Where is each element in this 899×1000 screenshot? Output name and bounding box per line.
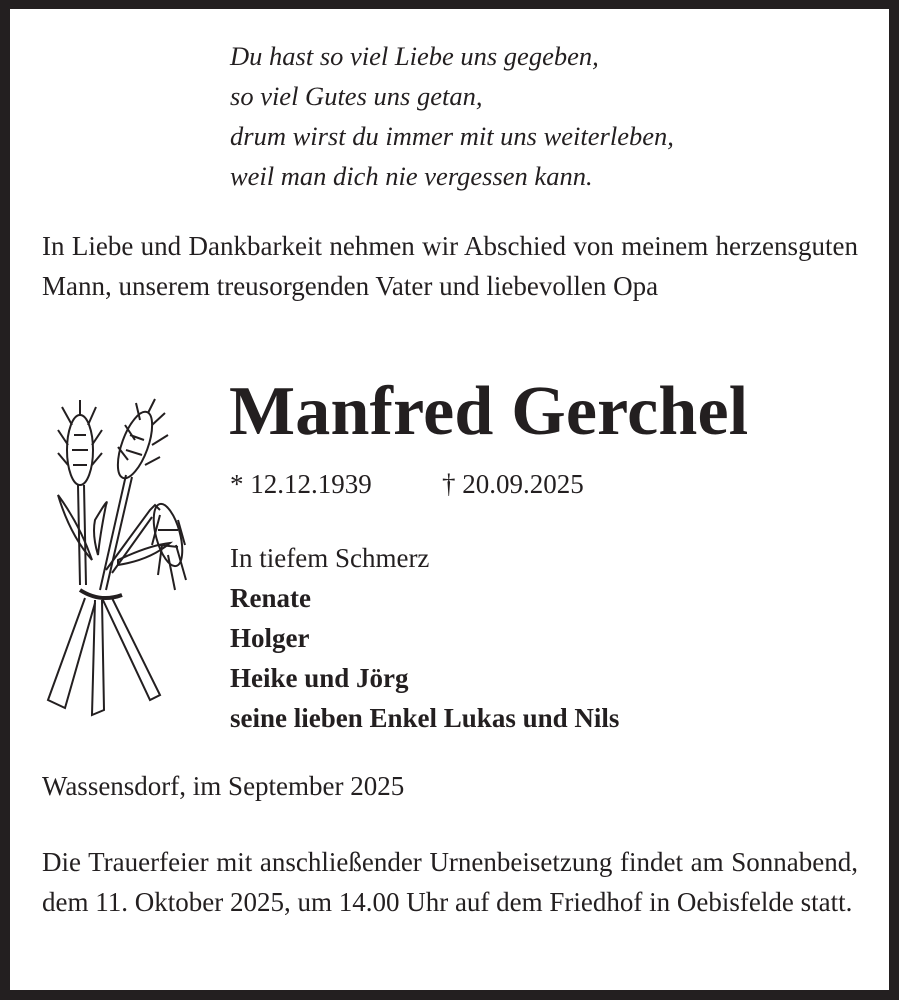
poem-line: weil man dich nie vergessen kann. <box>230 161 593 191</box>
intro-text: In Liebe und Dankbarkeit nehmen wir Abschied von meinem herzensguten Mann, unserem treusorgenden Vater und liebevollen Opa <box>42 231 858 301</box>
wheat-ear-middle <box>111 399 168 482</box>
poem-line: drum wirst du immer mit uns weiterleben, <box>230 121 674 151</box>
deceased-name: Manfred Gerchel <box>229 373 749 450</box>
mourner-name: Holger <box>230 623 310 653</box>
mourner-name: seine lieben Enkel Lukas und Nils <box>230 703 620 733</box>
mourner-name: Renate <box>230 583 311 613</box>
wheat-ear-left <box>58 400 102 485</box>
birth-date: * 12.12.1939 <box>230 469 372 499</box>
death-date: † 20.09.2025 <box>442 469 584 499</box>
poem <box>230 36 674 196</box>
place-date: Wassensdorf, im September 2025 <box>42 771 405 801</box>
wheat-illustration <box>40 395 200 720</box>
mourners <box>230 538 619 738</box>
poem-line: so viel Gutes uns getan, <box>230 81 483 111</box>
poem-line: Du hast so viel Liebe uns gegeben, <box>230 41 599 71</box>
life-dates <box>230 469 584 500</box>
mourners-heading: In tiefem Schmerz <box>230 543 430 573</box>
mourner-name: Heike und Jörg <box>230 663 409 693</box>
funeral-info: Die Trauerfeier mit anschließender Urnenbeisetzung findet am Sonnabend, dem 11. Oktober 2025, um 14.00 Uhr auf dem Friedhof in Oebisfelde statt. <box>42 847 858 917</box>
